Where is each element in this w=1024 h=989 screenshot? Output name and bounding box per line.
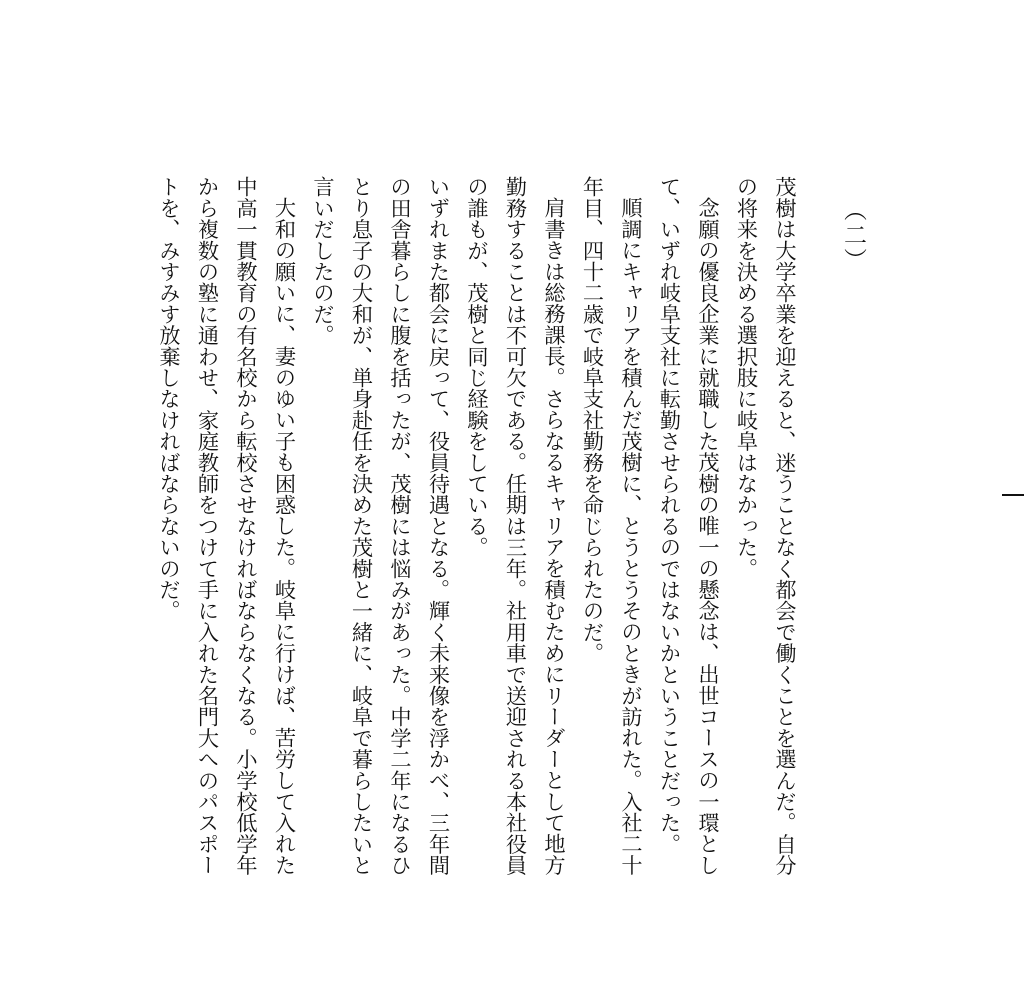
paragraph: 順調にキャリアを積んだ茂樹に、とうとうそのときが訪れた。入社二十年目、四十二歳で岐阜支社勤務を命じられたのだ。 [580, 176, 644, 876]
paragraph: 念願の優良企業に就職した茂樹の唯一の懸念は、出世コースの一環として、いずれ岐阜支社に転勤させられるのではないかということだった。 [657, 176, 721, 876]
paragraph: 大和の願いに、妻のゆい子も困惑した。岐阜に行けば、苦労して入れた中高一貫教育の有名校から転校させなければならなくなる。小学校低学年から複数の塾に通わせ、家庭教師をつけて手に入れた名門大へのパスポートを、みすみす放棄しなければならないのだ。 [157, 176, 298, 876]
paragraph: いずれまた都会に戻って、役員待遇となる。輝く未来像を浮かべ、三年間の田舎暮らしに腹を括ったが、茂樹には悩みがあった。中学二年になるひとり息子の大和が、単身赴任を決めた茂樹と一緒に、岐阜で暮らしたいと言いだしたのだ。 [311, 176, 452, 876]
paragraph: 茂樹は大学卒業を迎えると、迷うことなく都会で働くことを選んだ。自分の将来を決める選択肢に岐阜はなかった。 [734, 176, 798, 876]
body-text [150, 176, 805, 876]
page-edge-mark [1002, 494, 1024, 496]
section-heading: （二） [840, 198, 866, 273]
paragraph: 肩書きは総務課長。さらなるキャリアを積むためにリーダーとして地方勤務することは不可欠である。任期は三年。社用車で送迎される本社役員の誰もが、茂樹と同じ経験をしている。 [465, 176, 567, 876]
